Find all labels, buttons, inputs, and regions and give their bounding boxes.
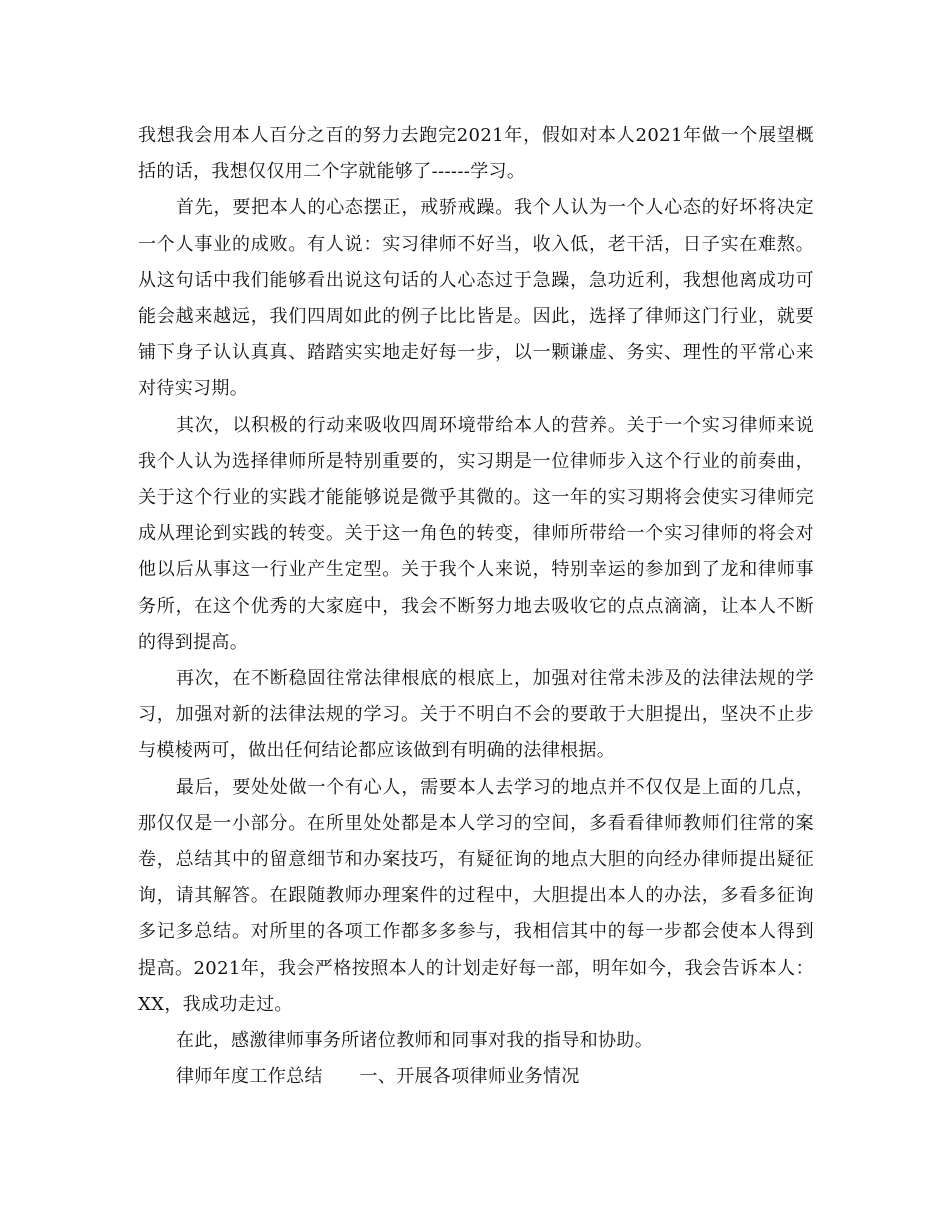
paragraph-last: 最后，要处处做一个有心人，需要本人去学习的地点并不仅仅是上面的几点，那仅仅是一小部分。在所里处处都是本人学习的空间，多看看律师教师们往常的案卷，总结其中的留意细节和办案技巧，有疑征询的地点大胆的向经办律师提出疑征询，请其解答。在跟随教师办理案件的过程中，大胆提出本人的办法，多看多征询多记多总结。对所里的各项工作都多多参与，我相信其中的每一步都会使本人得到提高。2021年，我会严格按照本人的计划走好每一部，明年如今，我会告诉本人：XX，我成功走过。 xyxy=(138,776,814,1015)
paragraph-first: 首先，要把本人的心态摆正，戒骄戒躁。我个人认为一个人心态的好坏将决定一个人事业的成败。有人说：实习律师不好当，收入低，老干活，日子实在难熬。从这句话中我们能够看出说这句话的人心态过于急躁，急功近利，我想他离成功可能会越来越远，我们四周如此的例子比比皆是。因此，选择了律师这门行业，就要铺下身子认认真真、踏踏实实地走好每一步，以一颗谦虚、务实、理性的平常心来对待实习期。 xyxy=(138,197,814,400)
paragraph-thanks: 在此，感激律师事务所诸位教师和同事对我的指导和协助。 xyxy=(176,1030,654,1052)
section-heading: 律师年度工作总结 一、开展各项律师业务情况 xyxy=(176,1066,580,1088)
paragraph-second: 其次，以积极的行动来吸收四周环境带给本人的营养。关于一个实习律师来说我个人认为选择律师所是特别重要的，实习期是一位律师步入这个行业的前奏曲，关于这个行业的实践才能能够说是微乎其微的。这一年的实习期将会使实习律师完成从理论到实践的转变。关于这一角色的转变，律师所带给一个实习律师的将会对他以后从事这一行业产生定型。关于我个人来说，特别幸运的参加到了龙和律师事务所，在这个优秀的大家庭中，我会不断努力地去吸收它的点点滴滴，让本人不断的得到提高。 xyxy=(138,414,814,653)
paragraph-third: 再次，在不断稳固往常法律根底的根底上，加强对往常未涉及的法律法规的学习，加强对新的法律法规的学习。关于不明白不会的要敢于大胆提出，坚决不止步与模棱两可，做出任何结论都应该做到有明确的法律根据。 xyxy=(138,668,814,762)
document-page xyxy=(138,118,814,1095)
paragraph-intro: 我想我会用本人百分之百的努力去跑完2021年，假如对本人2021年做一个展望概括的话，我想仅仅用二个字就能够了------学习。 xyxy=(138,125,814,183)
